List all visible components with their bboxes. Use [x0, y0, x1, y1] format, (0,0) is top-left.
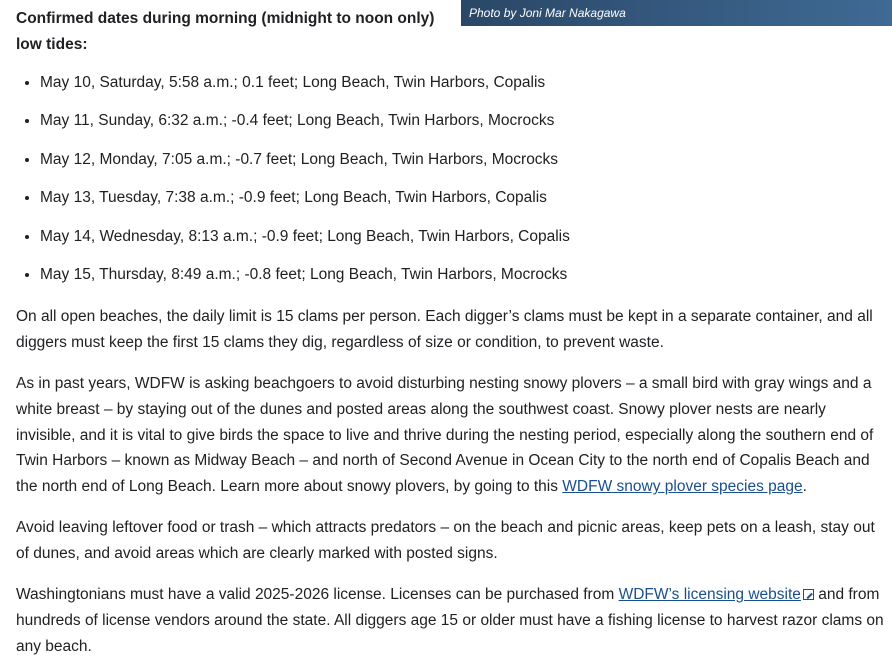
snowy-plover-species-link[interactable]: WDFW snowy plover species page: [562, 478, 803, 496]
daily-limit-paragraph: On all open beaches, the daily limit is 15 clams per person. Each digger’s clams must be kept in a separate container, and all diggers must keep the first 15 clams they dig, regardless of size or condition, to prevent waste.: [16, 308, 873, 351]
license-text-before: Washingtonians must have a valid 2025-2026 license. Licenses can be purchased from: [16, 586, 619, 603]
list-item: • May 15, Thursday, 8:49 a.m.; -0.8 feet; Long Beach, Twin Harbors, Mocrocks: [40, 262, 570, 300]
license-text-after: and from hundreds of license vendors around the state. All diggers age 15 or older must have a fishing license to harvest razor clams on any beach.: [16, 586, 884, 655]
tides-heading: Confirmed dates during morning (midnight to noon only) low tides:: [16, 10, 435, 53]
list-item: • May 10, Saturday, 5:58 a.m.; 0.1 feet; Long Beach, Twin Harbors, Copalis: [40, 70, 570, 108]
plover-end: .: [802, 478, 807, 496]
list-item: • May 12, Monday, 7:05 a.m.; -0.7 feet; Long Beach, Twin Harbors, Mocrocks: [40, 147, 570, 185]
list-item: • May 14, Wednesday, 8:13 a.m.; -0.9 feet; Long Beach, Twin Harbors, Copalis: [40, 224, 570, 262]
snowy-plover-paragraph: [16, 371, 884, 500]
plover-text: As in past years, WDFW is asking beachgoers to avoid disturbing nesting snowy plovers – a small bird with gray wings and a white breast – by staying out of the dunes and posted areas along the southwest coast. Snowy plover nests are nearly invisible, and it is vital to give birds the space to live and thrive during the nesting period, especially along the southern end of Twin Harbors – known as Midway Beach – and north of Second Avenue in Ocean City to the north end of Copalis Beach and the north end of Long Beach. Learn more about snowy plovers, by going to this: [16, 375, 874, 496]
licensing-website-link[interactable]: WDFW’s licensing website: [618, 586, 801, 603]
tide-dates-list: [16, 70, 570, 300]
photo-caption: Photo by Joni Mar Nakagawa: [461, 0, 892, 26]
litter-paragraph: Avoid leaving leftover food or trash – which attracts predators – on the beach and picnic areas, keep pets on a leash, stay out of dunes, and avoid areas which are clearly marked with posted signs.: [16, 519, 875, 562]
license-paragraph: [16, 582, 884, 659]
list-item: • May 13, Tuesday, 7:38 a.m.; -0.9 feet; Long Beach, Twin Harbors, Copalis: [40, 185, 570, 223]
list-item: • May 11, Sunday, 6:32 a.m.; -0.4 feet; Long Beach, Twin Harbors, Mocrocks: [40, 108, 570, 146]
external-link-icon[interactable]: [803, 589, 814, 600]
